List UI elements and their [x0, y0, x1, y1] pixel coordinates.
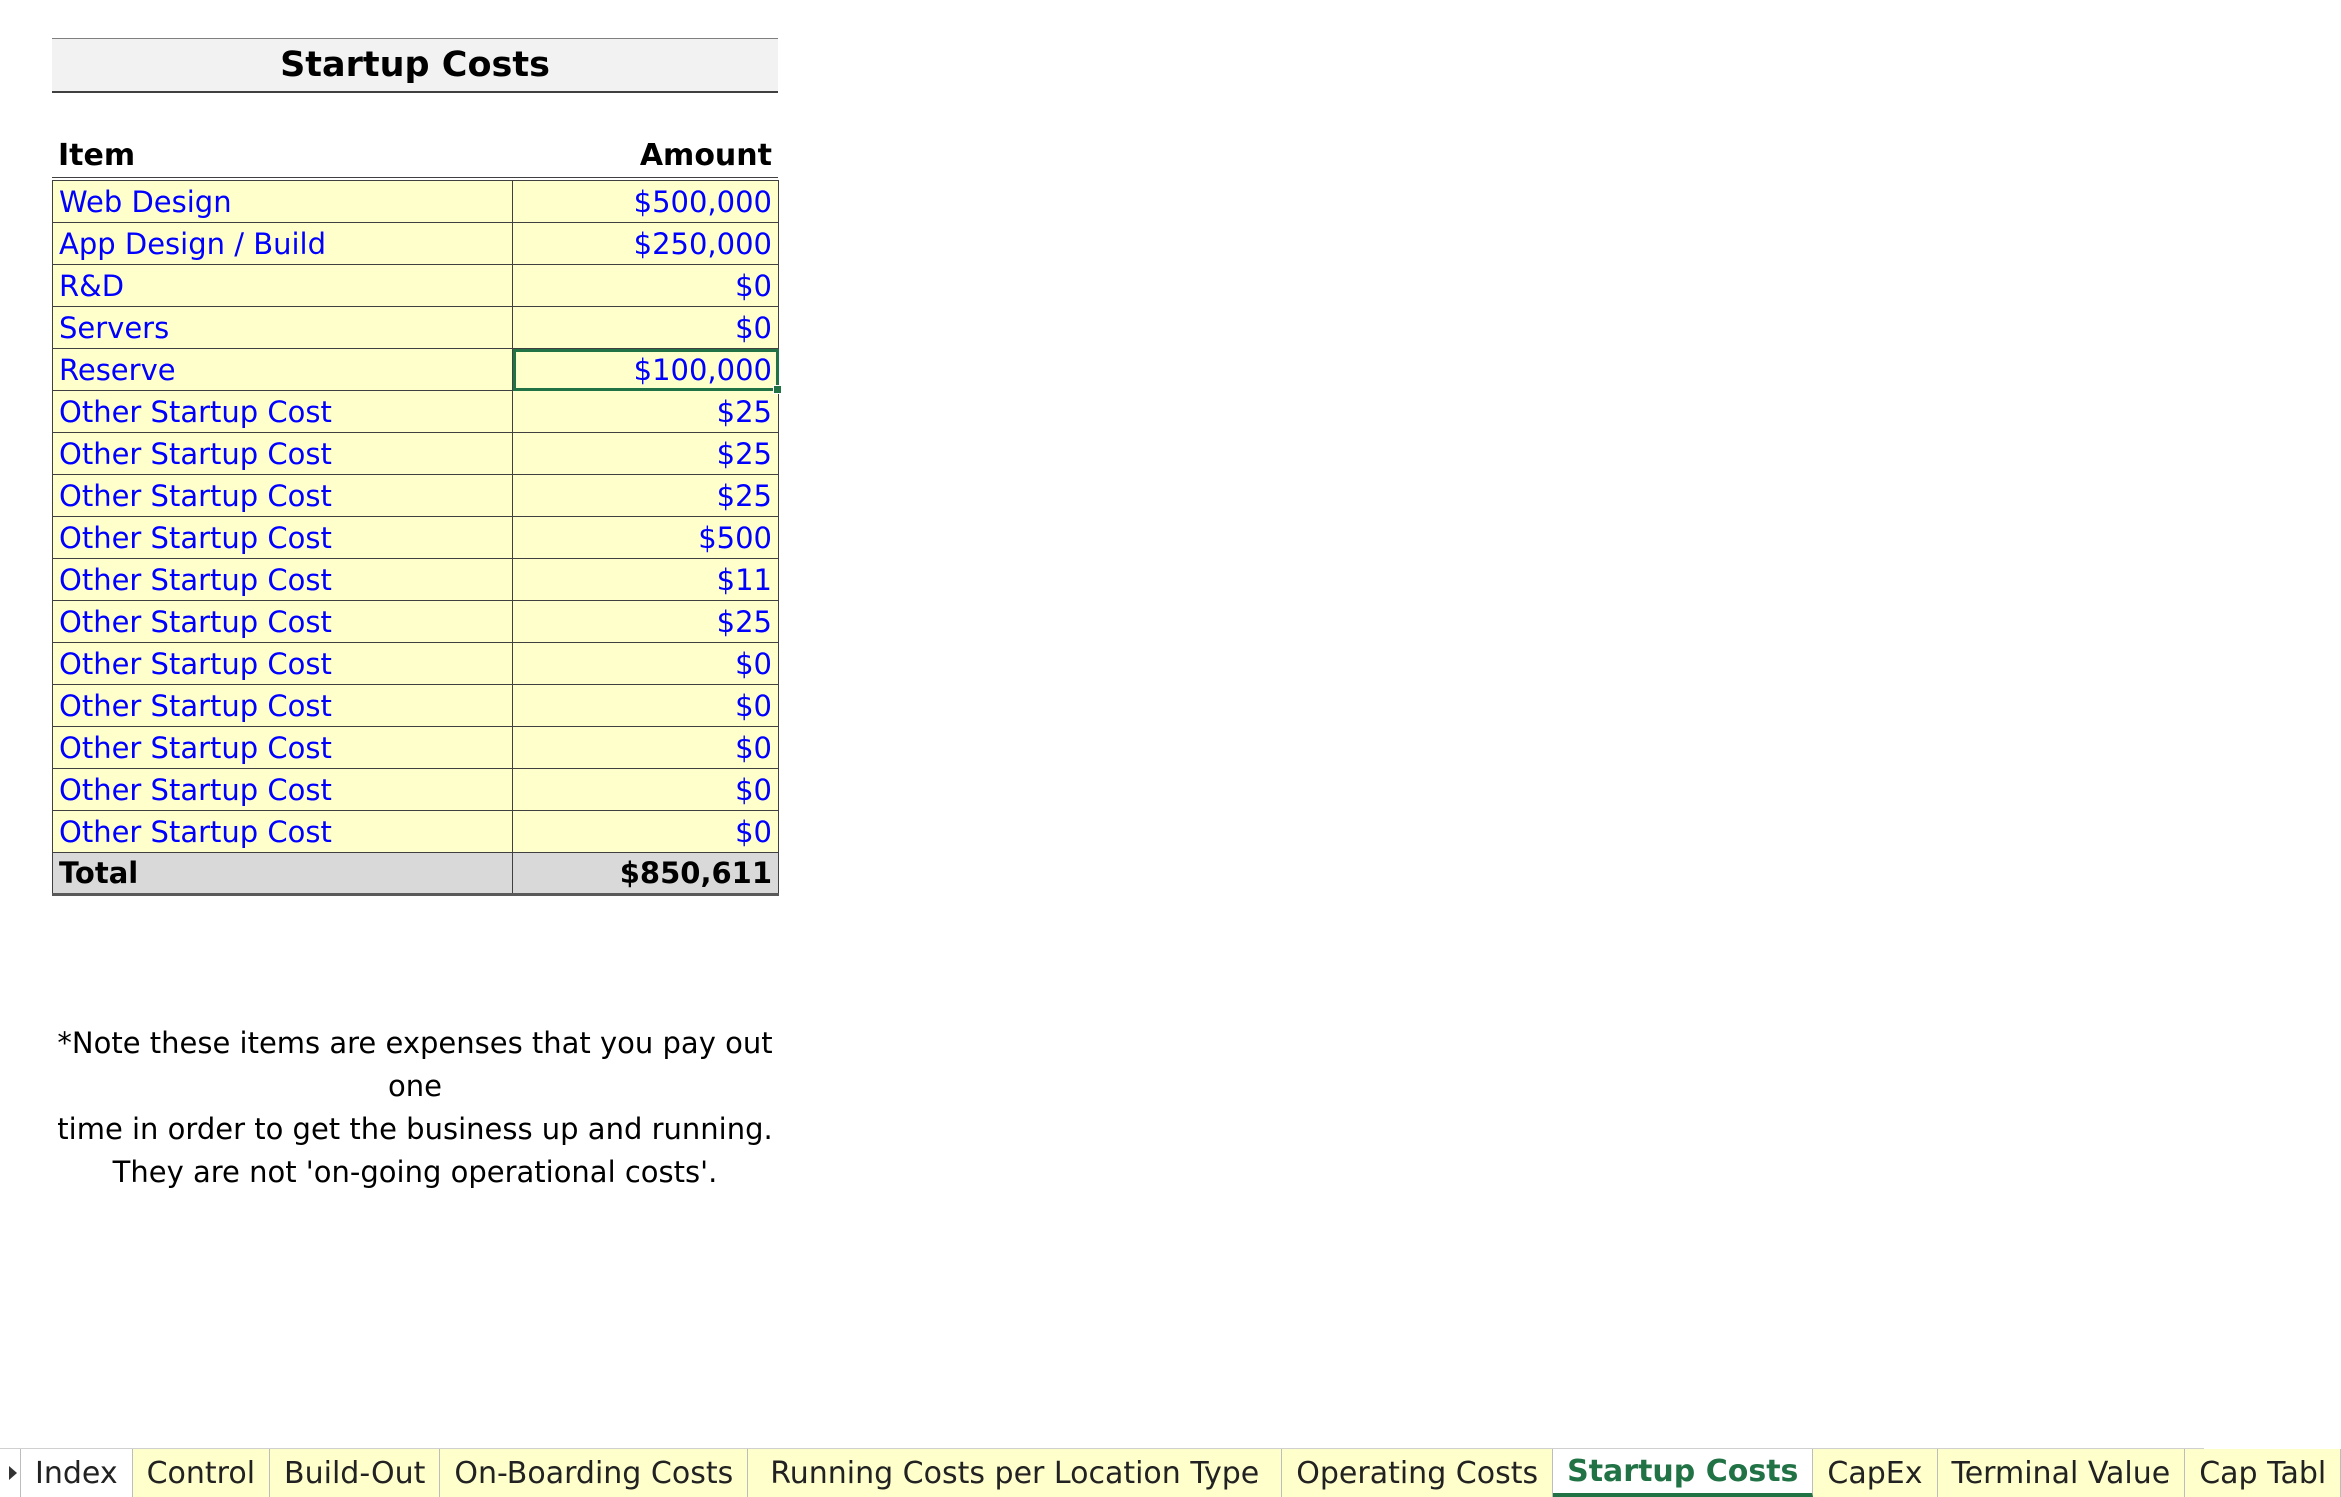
table-row [53, 433, 779, 475]
table-row [53, 811, 779, 853]
sheet-tab[interactable]: Startup Costs [1553, 1449, 1813, 1497]
item-column-header: Item [58, 138, 136, 173]
table-row [53, 559, 779, 601]
amount-cell[interactable]: $500,000 [513, 181, 779, 223]
item-cell[interactable]: Other Startup Cost [53, 391, 513, 433]
total-row [53, 853, 779, 895]
sheet-tab[interactable]: On-Boarding Costs [440, 1449, 748, 1497]
amount-cell[interactable]: $0 [513, 727, 779, 769]
amount-column-header: Amount [639, 138, 772, 173]
table-row [53, 601, 779, 643]
item-cell[interactable]: Servers [53, 307, 513, 349]
sheet-tab[interactable]: Cap Tabl [2185, 1449, 2341, 1497]
tab-list [21, 1449, 2341, 1497]
amount-cell[interactable]: $0 [513, 769, 779, 811]
amount-cell[interactable]: $0 [513, 307, 779, 349]
amount-cell[interactable]: $0 [513, 811, 779, 853]
amount-cell[interactable]: $25 [513, 601, 779, 643]
fill-handle[interactable] [773, 385, 782, 394]
table-row [53, 643, 779, 685]
item-cell[interactable]: Other Startup Cost [53, 433, 513, 475]
table-row [53, 391, 779, 433]
table-row [53, 727, 779, 769]
amount-cell[interactable]: $500 [513, 517, 779, 559]
sheet-tab[interactable]: Build-Out [270, 1449, 440, 1497]
sheet-title: Startup Costs [52, 38, 778, 93]
item-cell[interactable]: Other Startup Cost [53, 811, 513, 853]
item-cell[interactable]: Other Startup Cost [53, 769, 513, 811]
item-cell[interactable]: Other Startup Cost [53, 643, 513, 685]
sheet-tab[interactable]: Terminal Value [1938, 1449, 2186, 1497]
table-row [53, 769, 779, 811]
sheet-tab[interactable]: CapEx [1813, 1449, 1937, 1497]
item-cell[interactable]: Other Startup Cost [53, 475, 513, 517]
note-line: *Note these items are expenses that you pay out one [57, 1026, 773, 1103]
note-line: time in order to get the business up and running. [57, 1112, 773, 1146]
amount-cell[interactable]: $0 [513, 643, 779, 685]
sheet-tab[interactable]: Operating Costs [1282, 1449, 1553, 1497]
amount-cell[interactable]: $25 [513, 475, 779, 517]
sheet-tab[interactable]: Index [21, 1449, 133, 1497]
table-row [53, 685, 779, 727]
table-row [53, 349, 779, 391]
amount-cell[interactable]: $0 [513, 685, 779, 727]
startup-costs-table [52, 180, 779, 896]
table-row [53, 181, 779, 223]
table-row [53, 223, 779, 265]
sheet-tab-bar [0, 1448, 2327, 1497]
item-cell[interactable]: Other Startup Cost [53, 559, 513, 601]
scroll-tabs-right-icon[interactable] [0, 1449, 21, 1497]
total-amount[interactable]: $850,611 [513, 853, 779, 895]
table-row [53, 517, 779, 559]
item-cell[interactable]: Reserve [53, 349, 513, 391]
amount-cell[interactable]: $25 [513, 391, 779, 433]
amount-cell[interactable]: $11 [513, 559, 779, 601]
item-cell[interactable]: R&D [53, 265, 513, 307]
item-cell[interactable]: Other Startup Cost [53, 601, 513, 643]
note-text [52, 1022, 778, 1194]
item-cell[interactable]: Web Design [53, 181, 513, 223]
item-cell[interactable]: Other Startup Cost [53, 727, 513, 769]
amount-cell[interactable]: $250,000 [513, 223, 779, 265]
sheet-tab[interactable]: Control [133, 1449, 270, 1497]
table-header [52, 140, 778, 178]
table-row [53, 265, 779, 307]
sheet-tab[interactable]: Running Costs per Location Type [748, 1449, 1282, 1497]
caret-right-icon [6, 1464, 20, 1482]
item-cell[interactable]: Other Startup Cost [53, 685, 513, 727]
amount-cell[interactable]: $25 [513, 433, 779, 475]
amount-cell[interactable]: $100,000 [513, 349, 779, 391]
item-cell[interactable]: Other Startup Cost [53, 517, 513, 559]
amount-cell[interactable]: $0 [513, 265, 779, 307]
table-row [53, 475, 779, 517]
note-line: They are not 'on-going operational costs'. [112, 1155, 718, 1189]
table-row [53, 307, 779, 349]
total-label[interactable]: Total [53, 853, 513, 895]
item-cell[interactable]: App Design / Build [53, 223, 513, 265]
